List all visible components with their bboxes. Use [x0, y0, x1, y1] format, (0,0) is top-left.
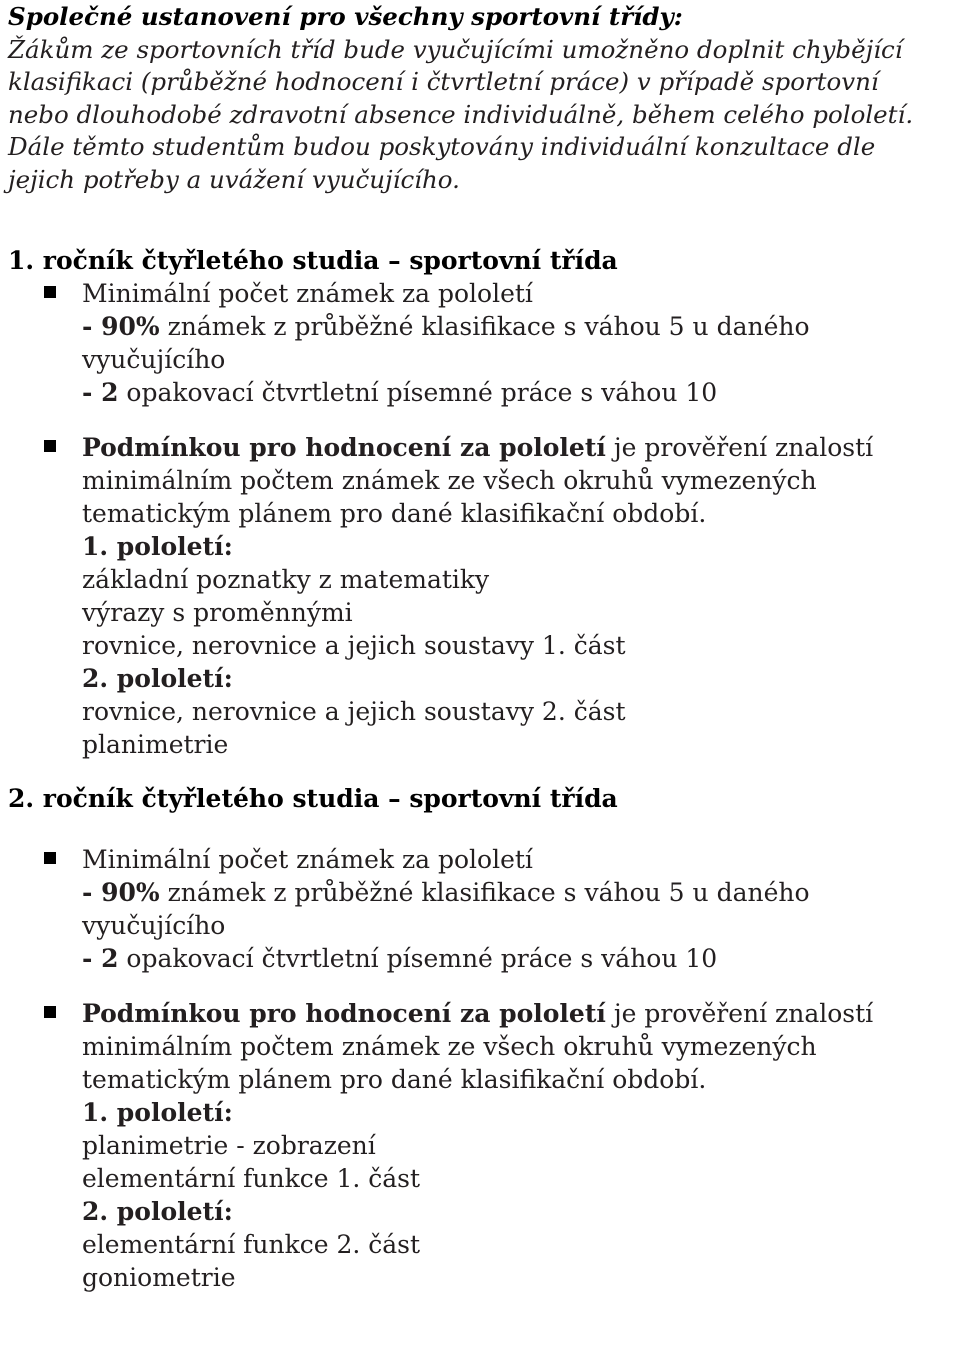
condition-block — [8, 431, 958, 761]
requirement-line — [82, 310, 958, 343]
min-grades-heading: Minimální počet známek za pololetí — [82, 845, 533, 874]
semester-label: 1. pololetí: — [82, 1098, 233, 1127]
requirement-value: - 2 — [82, 944, 119, 973]
requirement-text: opakovací čtvrtletní písemné práce s váhou 10 — [118, 944, 718, 973]
semester-label: 2. pololetí: — [82, 1197, 233, 1226]
square-bullet-icon — [44, 440, 56, 452]
requirement-line — [82, 942, 958, 975]
requirement-continuation: vyučujícího — [82, 345, 226, 374]
requirement-line — [82, 876, 958, 909]
requirement-value: - 90% — [82, 878, 160, 907]
condition-line: minimálním počtem známek ze všech okruhů vymezených — [82, 466, 817, 495]
condition-heading: Podmínkou pro hodnocení za pololetí — [82, 999, 606, 1028]
section-year-2 — [8, 783, 958, 1294]
topic-item: elementární funkce 2. část — [82, 1230, 421, 1259]
semester-label: 2. pololetí: — [82, 664, 233, 693]
intro-line: Dále těmto studentům budou poskytovány individuální konzultace dle — [8, 132, 876, 161]
condition-line: tematickým plánem pro dané klasifikační období. — [82, 1065, 707, 1094]
intro-heading: Společné ustanovení pro všechny sportovní třídy: — [8, 2, 683, 31]
topic-item: výrazy s proměnnými — [82, 598, 353, 627]
requirement-text: opakovací čtvrtletní písemné práce s váhou 10 — [118, 378, 718, 407]
min-grades-heading: Minimální počet známek za pololetí — [82, 279, 533, 308]
topic-item: základní poznatky z matematiky — [82, 565, 490, 594]
requirement-value: - 2 — [82, 378, 119, 407]
topic-item: planimetrie - zobrazení — [82, 1131, 376, 1160]
intro-line: nebo dlouhodobé zdravotní absence individuálně, během celého pololetí. — [8, 99, 914, 129]
min-grades-block — [8, 843, 958, 975]
condition-heading: Podmínkou pro hodnocení za pololetí — [82, 433, 606, 462]
requirement-continuation: vyučujícího — [82, 911, 226, 940]
section-title: 1. ročník čtyřletého studia – sportovní třída — [8, 246, 618, 275]
topic-item: goniometrie — [82, 1263, 236, 1292]
square-bullet-icon — [44, 852, 56, 864]
condition-line — [82, 431, 958, 464]
intro-line: jejich potřeby a uvážení vyučujícího. — [8, 164, 460, 194]
requirement-line — [82, 376, 958, 409]
section-title: 2. ročník čtyřletého studia – sportovní třída — [8, 784, 618, 813]
condition-line: minimálním počtem známek ze všech okruhů vymezených — [82, 1032, 817, 1061]
condition-text: je prověření znalostí — [605, 999, 874, 1028]
intro-block — [8, 1, 958, 196]
intro-line: klasifikaci (průběžné hodnocení i čtvrtletní práce) v případě sportovní — [8, 67, 879, 96]
intro-line: Žákům ze sportovních tříd bude vyučujícími umožněno doplnit chybějící — [8, 34, 903, 64]
requirement-text: známek z průběžné klasifikace s váhou 5 u daného — [159, 878, 810, 907]
condition-line: tematickým plánem pro dané klasifikační období. — [82, 499, 707, 528]
semester-label: 1. pololetí: — [82, 532, 233, 561]
document — [8, 0, 958, 1294]
topic-item: elementární funkce 1. část — [82, 1164, 421, 1193]
condition-line — [82, 997, 958, 1030]
condition-text: je prověření znalostí — [605, 433, 874, 462]
topic-item: rovnice, nerovnice a jejich soustavy 1. část — [82, 631, 626, 660]
topic-item: rovnice, nerovnice a jejich soustavy 2. část — [82, 697, 626, 726]
square-bullet-icon — [44, 1006, 56, 1018]
section-year-1 — [8, 245, 958, 761]
requirement-value: - 90% — [82, 312, 160, 341]
square-bullet-icon — [44, 286, 56, 298]
requirement-text: známek z průběžné klasifikace s váhou 5 u daného — [159, 312, 810, 341]
condition-block — [8, 997, 958, 1294]
topic-item: planimetrie — [82, 730, 229, 759]
min-grades-block — [8, 277, 958, 409]
